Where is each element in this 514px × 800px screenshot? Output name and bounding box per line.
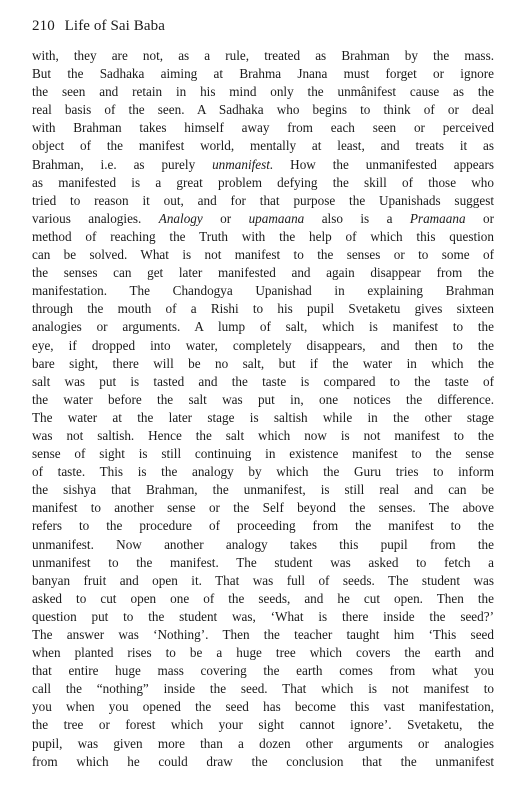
- page-number: 210: [32, 18, 55, 34]
- text-line: call the “nothing” inside the seed. That which is not manifest to: [32, 681, 494, 697]
- text-line: the seen and retain in his mind only the unmânifest cause as the: [32, 84, 494, 100]
- text-line: that entire huge mass covering the earth comes from what you: [32, 663, 494, 679]
- text-line: Brahman, i.e. as purely unmanifest. How the unmanifested appears: [32, 156, 494, 172]
- text-line: unmanifest to the manifest. The student was asked to fetch a: [32, 554, 494, 570]
- text-line: sense of sight is still continuing in existence manifest to the sense: [32, 446, 494, 462]
- running-header: [32, 17, 165, 35]
- text-line: asked to cut open one of the seeds, and he cut open. Then the: [32, 590, 494, 606]
- text-line: the senses can get later manifested and again disappear from the: [32, 265, 494, 281]
- text-line: refers to the procedure of proceeding from the manifest to the: [32, 518, 494, 534]
- text-line: the tree or forest which your sight cannot ignore’. Svetaketu, the: [32, 717, 494, 733]
- text-line: object of the manifest world, mentally at least, and treats it as: [32, 138, 494, 154]
- text-line: of taste. This is the analogy by which the Guru tries to inform: [32, 464, 494, 480]
- text-line: bare sight, there will be no salt, but if the water in which the: [32, 355, 494, 371]
- text-line: through the mouth of a Rishi to his pupil Svetaketu gives sixteen: [32, 301, 494, 317]
- text-line: you when you opened the seed has become this vast manifestation,: [32, 699, 494, 715]
- body-text: [32, 47, 494, 771]
- text-line: was not saltish. Hence the salt which now is not manifest to the: [32, 427, 494, 443]
- text-line: when planted rises to be a huge tree which covers the earth and: [32, 645, 494, 661]
- text-line: with, they are not, as a rule, treated as Brahman by the mass.: [32, 48, 494, 63]
- text-line: The water at the later stage is saltish while in the other stage: [32, 409, 494, 425]
- text-line: real basis of the seen. A Sadhaka who begins to think of or deal: [32, 102, 494, 118]
- text-line: pupil, was given more than a dozen other arguments or analogies: [32, 735, 494, 751]
- book-title: Life of Sai Baba: [64, 18, 165, 34]
- text-line: various analogies. Analogy or upamaana also is a Pramaana or: [32, 210, 494, 226]
- text-line: But the Sadhaka aiming at Brahma Jnana must forget or ignore: [32, 66, 494, 82]
- text-line: as manifested is a great problem defying the skill of those who: [32, 174, 494, 190]
- text-line: can be solved. What is not manifest to the senses or to some of: [32, 247, 494, 263]
- text-line: the sishya that Brahman, the unmanifest, is still real and can be: [32, 482, 494, 498]
- text-line: with Brahman takes himself away from each seen or perceived: [32, 120, 494, 136]
- text-line: unmanifest. Now another analogy takes this pupil from the: [32, 536, 494, 552]
- text-line: manifestation. The Chandogya Upanishad in explaining Brahman: [32, 283, 494, 299]
- text-line: eye, if dropped into water, completely disappears, and then to the: [32, 337, 494, 353]
- text-line: from which he could draw the conclusion that the unmanifest: [32, 753, 494, 769]
- text-line: the water before the salt was put in, one notices the difference.: [32, 391, 494, 407]
- text-line: analogies or arguments. A lump of salt, which is manifest to the: [32, 319, 494, 335]
- text-line: salt was put is tasted and the taste is compared to the taste of: [32, 373, 494, 389]
- text-line: method of reaching the Truth with the help of which this question: [32, 228, 494, 244]
- text-line: question put to the student was, ‘What is there inside the seed?’: [32, 608, 494, 624]
- text-line: The answer was ‘Nothing’. Then the teacher taught him ‘This seed: [32, 627, 494, 642]
- text-line: tried to reason it out, and for that purpose the Upanishads suggest: [32, 192, 494, 208]
- text-line: banyan fruit and open it. That was full of seeds. The student was: [32, 572, 494, 588]
- text-line: manifest to another sense or the Self beyond the senses. The above: [32, 500, 494, 516]
